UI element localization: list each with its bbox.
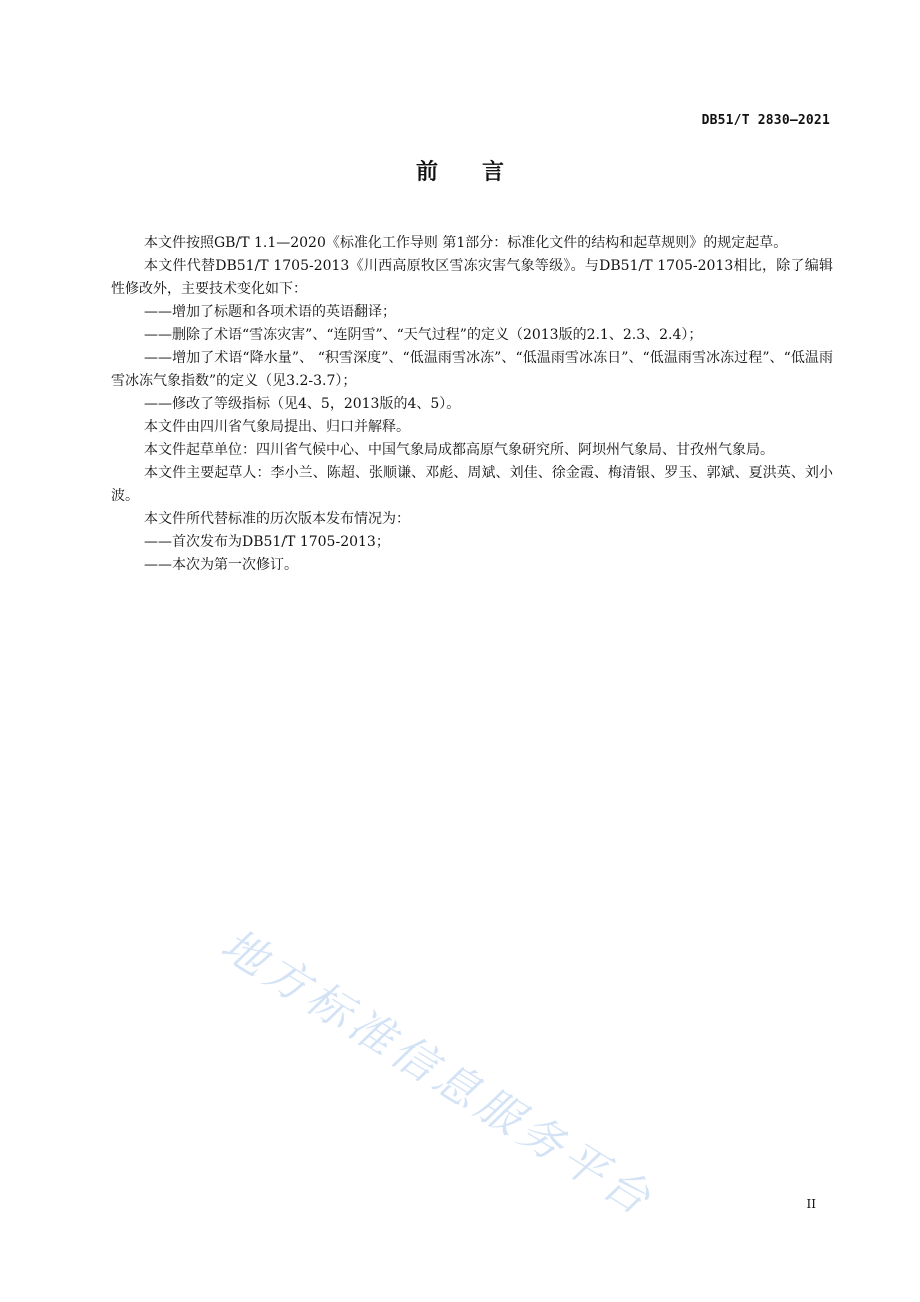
watermark: 地方标准信息服务平台 (212, 919, 664, 1228)
history-item-this-revision: ——本次为第一次修订。 (144, 557, 298, 573)
paragraph-drafting-units: 本文件起草单位：四川省气候中心、中国气象局成都高原气象研究所、阿坝州气象局、甘孜州气象局。 (144, 442, 774, 458)
paragraph-drafting-rules: 本文件按照GB/T 1.1—2020《标准化工作导则 第1部分：标准化文件的结构和起草规则》的规定起草。 (144, 235, 788, 251)
change-item-grade-indicators: ——修改了等级指标（见4、5，2013版的4、5）。 (144, 396, 461, 412)
foreword-body (111, 232, 833, 577)
paragraph-proposer: 本文件由四川省气象局提出、归口并解释。 (144, 419, 410, 435)
change-item-added-terms: ——增加了术语“降水量”、 “积雪深度”、“低温雨雪冰冻”、“低温雨雪冰冻日”、“低温雨雪冰冻过程”、“低温雨雪冰冻气象指数”的定义（见3.2-3.7）； (111, 350, 833, 389)
paragraph-version-history: 本文件所代替标准的历次版本发布情况为： (144, 511, 410, 527)
page-title: 前言 (415, 160, 548, 185)
document-number: DB51/T 2830—2021 (701, 113, 830, 128)
paragraph-replaces-standard: 本文件代替DB51/T 1705-2013《川西高原牧区雪冻灾害气象等级》。与DB51/T 1705-2013相比，除了编辑性修改外，主要技术变化如下： (111, 258, 833, 297)
paragraph-drafters: 本文件主要起草人：李小兰、陈超、张顺谦、邓彪、周斌、刘佳、徐金霞、梅清银、罗玉、郭斌、夏洪英、刘小波。 (111, 465, 833, 504)
change-item-translation: ——增加了标题和各项术语的英语翻译； (144, 304, 396, 320)
history-item-first-release: ——首次发布为DB51/T 1705-2013； (144, 534, 390, 550)
change-item-deleted-terms: ——删除了术语“雪冻灾害”、“连阴雪”、“天气过程”的定义（2013版的2.1、2.3、2.4）； (144, 327, 703, 343)
page-number: II (806, 1197, 816, 1211)
